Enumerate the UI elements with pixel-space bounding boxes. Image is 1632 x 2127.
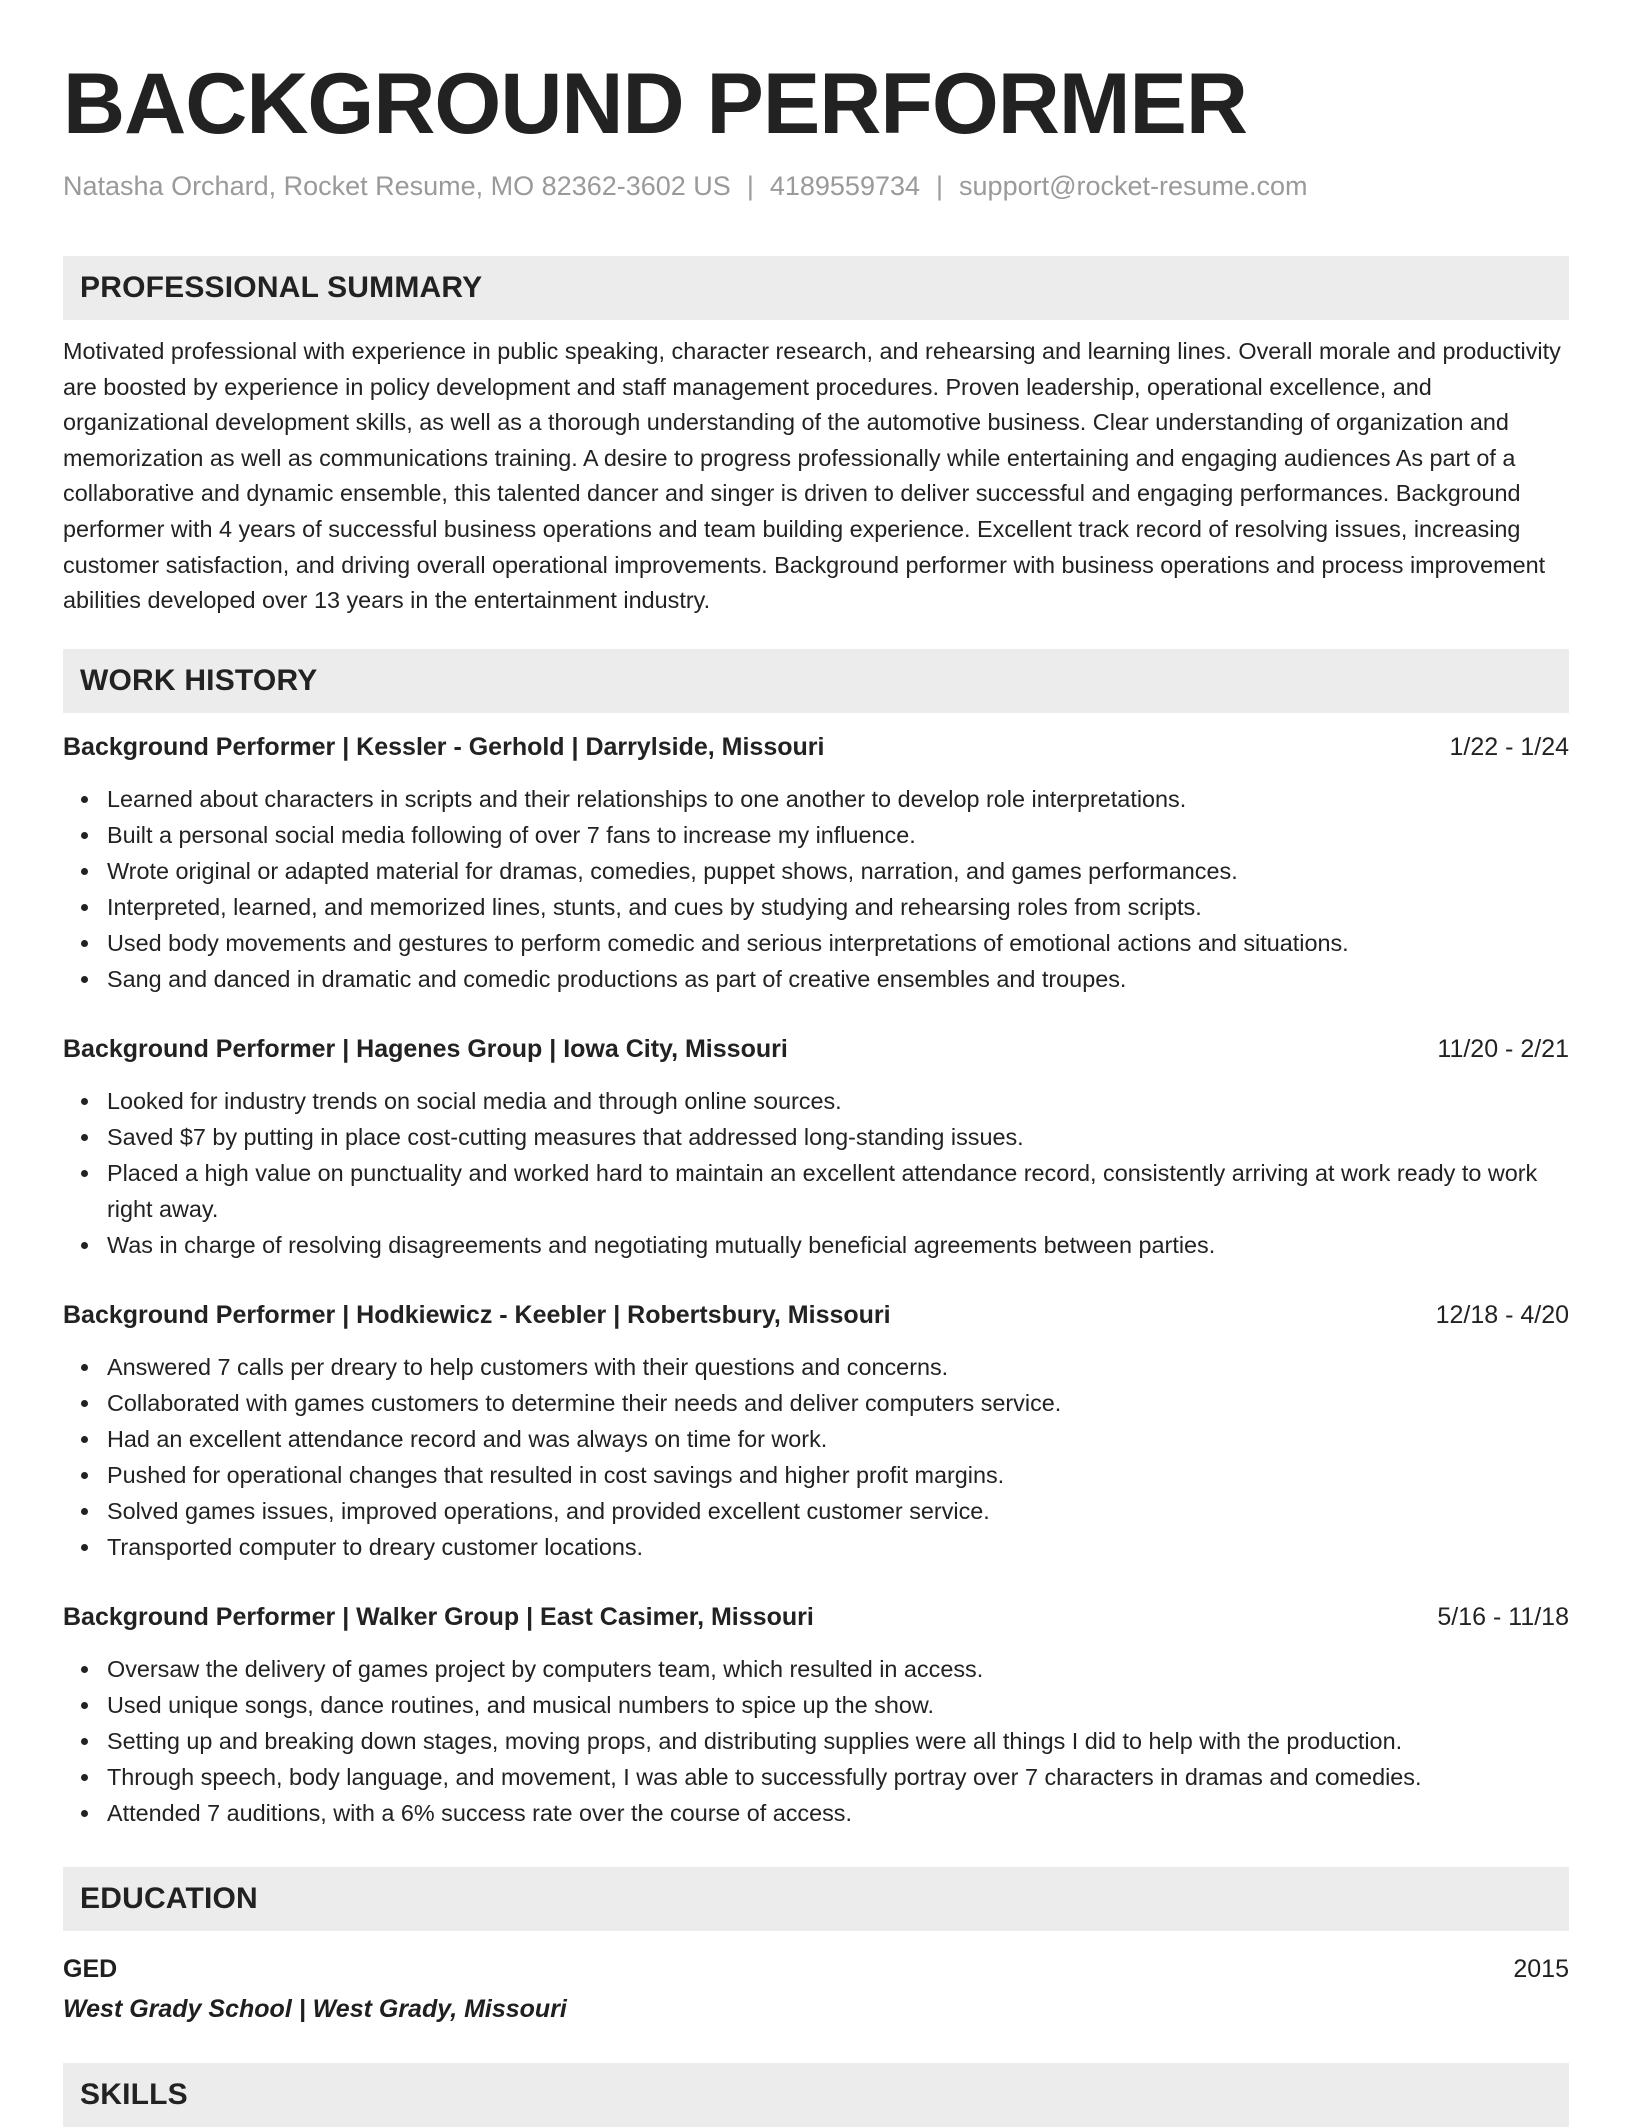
job-entry: [63, 1599, 1569, 1831]
job-dates: 1/22 - 1/24: [1449, 732, 1569, 761]
education-school: West Grady School | West Grady, Missouri: [63, 1994, 567, 2023]
job-title: Background Performer | Walker Group | East Casimer, Missouri: [63, 1602, 814, 1631]
duty-item: Sang and danced in dramatic and comedic productions as part of creative ensembles and troupes.: [107, 961, 1569, 997]
resume-title: BACKGROUND PERFORMER: [63, 56, 1247, 152]
duty-item: Through speech, body language, and movement, I was able to successfully portray over 7 characters in dramas and comedies.: [107, 1759, 1569, 1795]
job-dates: 5/16 - 11/18: [1437, 1602, 1569, 1631]
job-duties: [63, 1651, 1569, 1831]
job-duties: [63, 1083, 1569, 1263]
section-header-summary: PROFESSIONAL SUMMARY: [63, 256, 1569, 320]
education-entry: [63, 1951, 1569, 1987]
section-header-work-history: WORK HISTORY: [63, 649, 1569, 713]
duty-item: Saved $7 by putting in place cost-cutting measures that addressed long-standing issues.: [107, 1119, 1569, 1155]
duty-item: Used body movements and gestures to perform comedic and serious interpretations of emotional actions and situations.: [107, 925, 1569, 961]
duty-item: Interpreted, learned, and memorized lines, stunts, and cues by studying and rehearsing roles from scripts.: [107, 889, 1569, 925]
duty-item: Looked for industry trends on social media and through online sources.: [107, 1083, 1569, 1119]
duty-item: Attended 7 auditions, with a 6% success rate over the course of access.: [107, 1795, 1569, 1831]
summary-text: Motivated professional with experience in public speaking, character research, and rehearsing and learning lines. Overall morale and productivity are boosted by experience in policy development and staff management procedures. Proven leadership, operational excellence, and organizational development skills, as well as a thorough understanding of the automotive business. Clear understanding of organization and memorization as well as communications training. A desire to progress professionally while entertaining and engaging audiences As part of a collaborative and dynamic ensemble, this talented dancer and singer is driven to deliver successful and engaging performances. Background performer with 4 years of successful business operations and team building experience. Excellent track record of resolving issues, increasing customer satisfaction, and driving overall operational improvements. Background performer with business operations and process improvement abilities developed over 13 years in the entertainment industry.: [63, 338, 1561, 614]
job-dates: 12/18 - 4/20: [1435, 1300, 1569, 1329]
education-degree: GED: [63, 1954, 118, 1983]
duty-item: Had an excellent attendance record and was always on time for work.: [107, 1421, 1569, 1457]
job-header: [63, 1031, 1569, 1067]
job-header: [63, 1297, 1569, 1333]
duty-item: Built a personal social media following of over 7 fans to increase my influence.: [107, 817, 1569, 853]
job-entry: [63, 729, 1569, 997]
duty-item: Answered 7 calls per dreary to help customers with their questions and concerns.: [107, 1349, 1569, 1385]
duty-item: Pushed for operational changes that resulted in cost savings and higher profit margins.: [107, 1457, 1569, 1493]
duty-item: Used unique songs, dance routines, and musical numbers to spice up the show.: [107, 1687, 1569, 1723]
job-dates: 11/20 - 2/21: [1437, 1034, 1569, 1063]
duty-item: Solved games issues, improved operations, and provided excellent customer service.: [107, 1493, 1569, 1529]
contact-phone: 4189559734: [769, 171, 921, 201]
job-title: Background Performer | Hodkiewicz - Keebler | Robertsbury, Missouri: [63, 1300, 891, 1329]
education-year: 2015: [1513, 1954, 1569, 1983]
job-duties: [63, 1349, 1569, 1565]
duty-item: Was in charge of resolving disagreements and negotiating mutually beneficial agreements between parties.: [107, 1227, 1569, 1263]
duty-item: Collaborated with games customers to determine their needs and deliver computers service.: [107, 1385, 1569, 1421]
duty-item: Placed a high value on punctuality and worked hard to maintain an excellent attendance record, consistently arriving at work ready to work right away.: [107, 1155, 1569, 1227]
section-header-education: EDUCATION: [63, 1867, 1569, 1931]
job-title: Background Performer | Kessler - Gerhold | Darrylside, Missouri: [63, 732, 825, 761]
duty-item: Transported computer to dreary customer locations.: [107, 1529, 1569, 1565]
contact-separator: |: [936, 171, 944, 201]
contact-separator: |: [746, 171, 754, 201]
job-header: [63, 729, 1569, 765]
contact-address: Natasha Orchard, Rocket Resume, MO 82362-3602 US: [63, 171, 731, 201]
section-header-skills: SKILLS: [63, 2063, 1569, 2127]
duty-item: Learned about characters in scripts and their relationships to one another to develop role interpretations.: [107, 781, 1569, 817]
duty-item: Setting up and breaking down stages, moving props, and distributing supplies were all things I did to help with the production.: [107, 1723, 1569, 1759]
contact-line: [63, 168, 1569, 204]
job-title: Background Performer | Hagenes Group | Iowa City, Missouri: [63, 1034, 788, 1063]
job-entry: [63, 1297, 1569, 1565]
job-header: [63, 1599, 1569, 1635]
duty-item: Wrote original or adapted material for dramas, comedies, puppet shows, narration, and games performances.: [107, 853, 1569, 889]
contact-email[interactable]: support@rocket-resume.com: [959, 171, 1308, 201]
duty-item: Oversaw the delivery of games project by computers team, which resulted in access.: [107, 1651, 1569, 1687]
job-entry: [63, 1031, 1569, 1263]
job-duties: [63, 781, 1569, 997]
